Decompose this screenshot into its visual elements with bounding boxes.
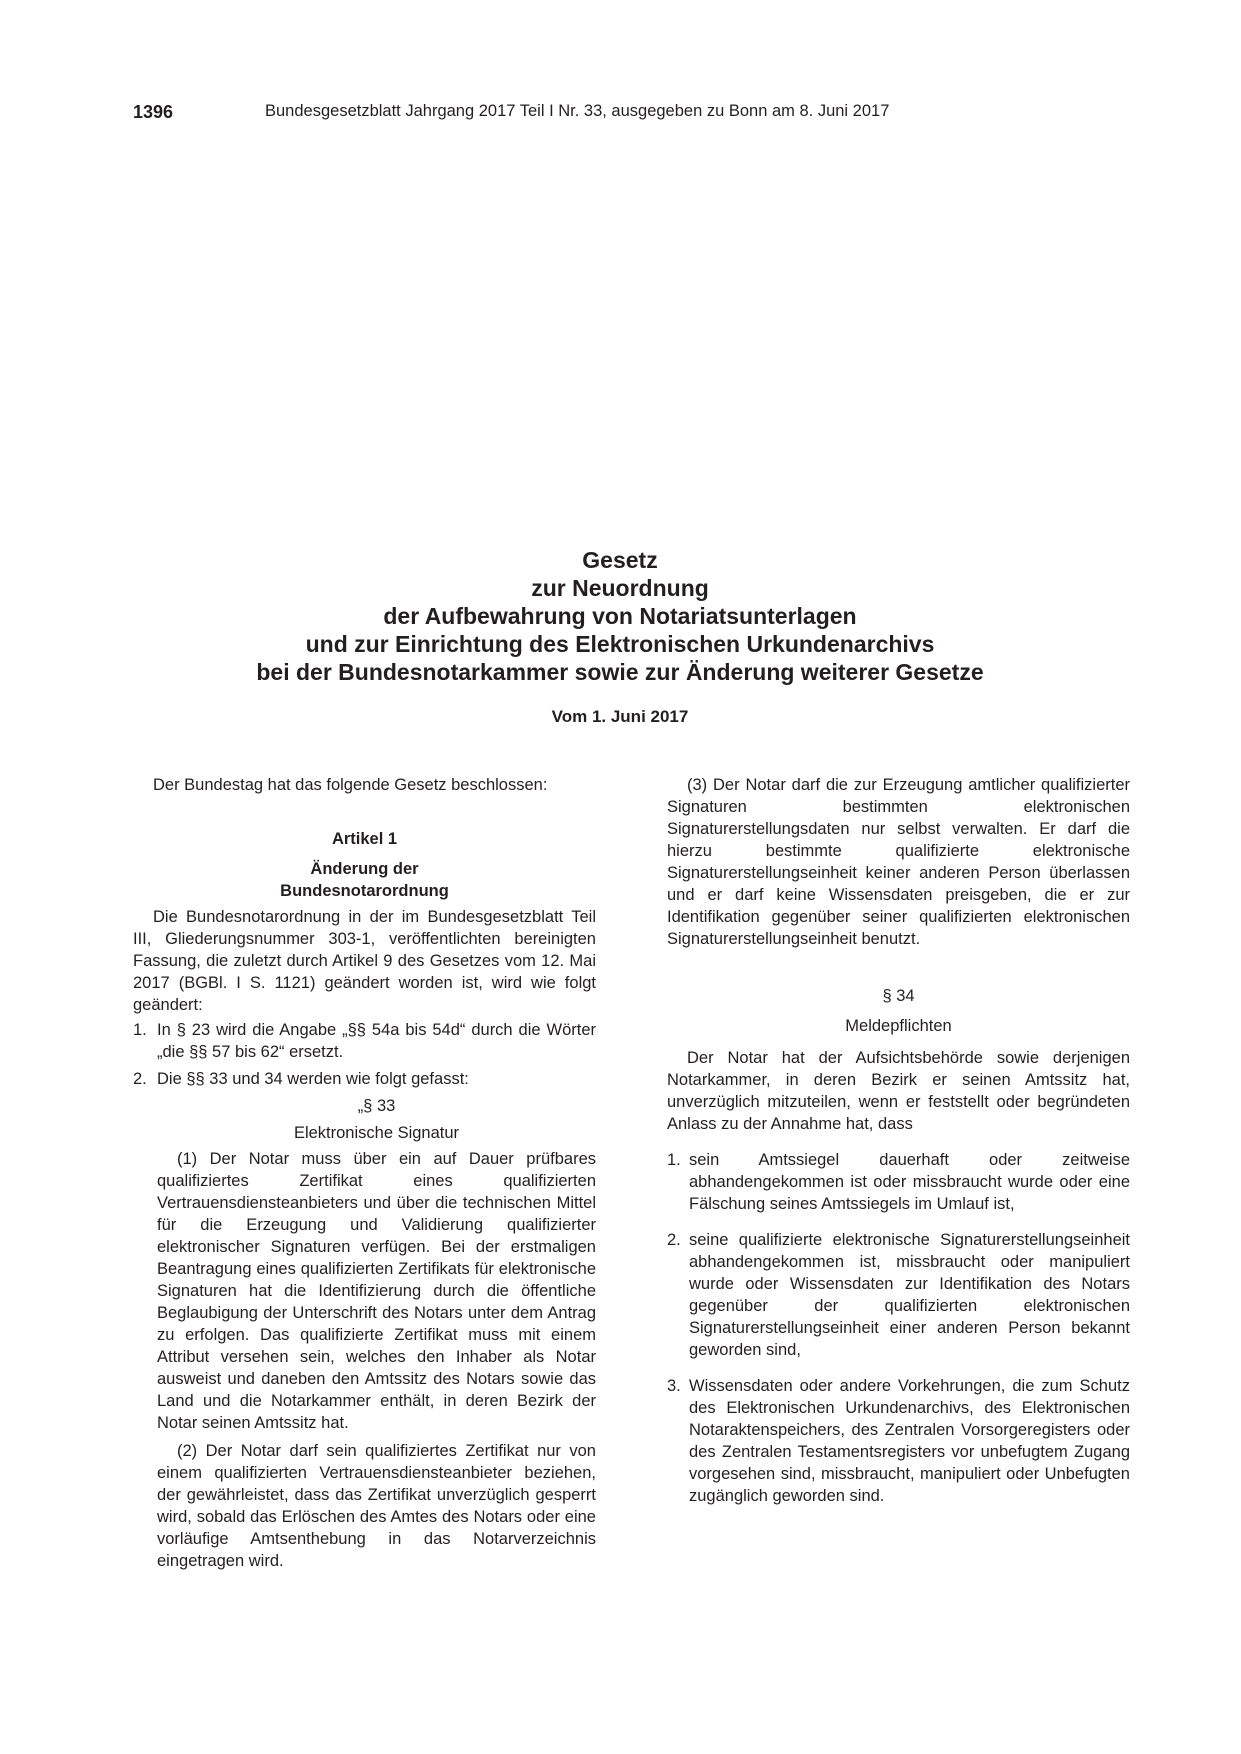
list-number: 2. xyxy=(667,1231,681,1249)
amendment-item xyxy=(133,1068,596,1090)
duty-item xyxy=(667,1375,1130,1507)
title-line: Gesetz xyxy=(582,547,658,573)
title-line: zur Neuordnung xyxy=(531,575,709,601)
running-head: Bundesgesetzblatt Jahrgang 2017 Teil I Nr. 33, ausgegeben zu Bonn am 8. Juni 2017 xyxy=(265,102,890,120)
list-number: 1. xyxy=(133,1021,147,1039)
page-number: 1396 xyxy=(133,102,174,122)
section-paragraph: (3) Der Notar darf die zur Erzeugung amtlicher qualifizierter Signaturen bestimmten elektronischen Signaturerstellungsdaten nur selbst verwalten. Er darf die hierzu bestimmte qualifizierte elektronische Signaturerstellungseinheit keiner anderen Person überlassen und er darf keine Wissensdaten preisgeben, die er zur Identifikation gegenüber seiner qualifizierten elektronischen Signaturerstellungseinheit benutzt. xyxy=(667,776,1130,948)
article-subheading: Bundesnotarordnung xyxy=(280,882,449,900)
section-heading: „§ 33 xyxy=(357,1097,396,1115)
right-column xyxy=(667,774,1130,1507)
page-header xyxy=(133,102,1161,126)
list-text: seine qualifizierte elektronische Signaturerstellungseinheit abhandengekommen ist, missbraucht oder manipuliert wurde oder Wissensdaten zur Identifikation des Notars gegenüber der qualifizierten elektronischen Signaturerstellungseinheit einer anderen Person bekannt geworden sind, xyxy=(689,1231,1130,1359)
left-column xyxy=(133,774,596,1572)
law-title-block xyxy=(130,546,1110,727)
section-title: Meldepflichten xyxy=(845,1017,952,1035)
article-intro: Die Bundesnotarordnung in der im Bundesgesetzblatt Teil III, Gliederungsnummer 303-1, veröffentlichten bereinigten Fassung, die zuletzt durch Artikel 9 des Gesetzes vom 12. Mai 2017 (BGBl. I S. 1121) geändert worden ist, wird wie folgt geändert: xyxy=(133,908,596,1014)
list-number: 3. xyxy=(667,1377,681,1395)
enactment-intro: Der Bundestag hat das folgende Gesetz beschlossen: xyxy=(153,776,548,794)
section-paragraph: (2) Der Notar darf sein qualifiziertes Zertifikat nur von einem qualifizierten Vertrauensdiensteanbieter beziehen, der gewährleistet, dass das Zertifikat unverzüglich gesperrt wird, sobald das Erlöschen des Amtes des Notars oder eine vorläufige Amtsenthebung in das Notarverzeichnis eingetragen wird. xyxy=(157,1442,596,1570)
title-line: bei der Bundesnotarkammer sowie zur Änderung weiterer Gesetze xyxy=(256,659,984,685)
section-paragraph: (1) Der Notar muss über ein auf Dauer prüfbares qualifiziertes Zertifikat eines qualifizierten Vertrauensdiensteanbieters und über die technischen Mittel für die Erzeugung und Validierung qualifizierter elektronischer Signaturen verfügen. Bei der erstmaligen Beantragung eines qualifizierten Zertifikats für elektronische Signaturen hat die Identifizierung durch die öffentliche Beglaubigung der Unterschrift des Notars unter dem Antrag zu erfolgen. Das qualifizierte Zertifikat muss mit einem Attribut versehen sein, welches den Inhaber als Notar ausweist und daneben den Amtssitz des Notars sowie das Land und die Notarkammer enthält, in deren Bezirk der Notar seinen Amtssitz hat. xyxy=(157,1150,596,1432)
article-subheading: Änderung der xyxy=(310,860,419,878)
duty-item xyxy=(667,1149,1130,1215)
amendment-item xyxy=(133,1019,596,1063)
list-text: Die §§ 33 und 34 werden wie folgt gefasst: xyxy=(157,1070,469,1088)
section-title: Elektronische Signatur xyxy=(293,1124,460,1142)
section-intro: Der Notar hat der Aufsichtsbehörde sowie derjenigen Notarkammer, in deren Bezirk er seinen Amtssitz hat, unverzüglich mitzuteilen, wenn er feststellt oder begründeten Anlass zu der Annahme hat, dass xyxy=(667,1049,1130,1133)
law-date: Vom 1. Juni 2017 xyxy=(551,707,689,726)
list-number: 2. xyxy=(133,1070,147,1088)
title-line: und zur Einrichtung des Elektronischen Urkundenarchivs xyxy=(305,631,935,657)
duty-item xyxy=(667,1229,1130,1361)
list-text: sein Amtssiegel dauerhaft oder zeitweise abhandengekommen ist oder missbraucht wurde oder eine Fälschung seines Amtssiegels im Umlauf ist, xyxy=(689,1151,1130,1213)
title-line: der Aufbewahrung von Notariatsunterlagen xyxy=(383,603,857,629)
list-text: Wissensdaten oder andere Vorkehrungen, die zum Schutz des Elektronischen Urkundenarchivs, des Elektronischen Notaraktenspeichers, des Zentralen Vorsorgeregisters oder des Zentralen Testamentsregisters vor unbefugtem Zugang vorgesehen sind, missbraucht, manipuliert oder Unbefugten zugänglich geworden sind. xyxy=(689,1377,1130,1505)
list-text: In § 23 wird die Angabe „§§ 54a bis 54d“ durch die Wörter „die §§ 57 bis 62“ ersetzt. xyxy=(157,1021,596,1061)
list-number: 1. xyxy=(667,1151,681,1169)
article-heading: Artikel 1 xyxy=(331,830,398,848)
section-heading: § 34 xyxy=(882,987,915,1005)
